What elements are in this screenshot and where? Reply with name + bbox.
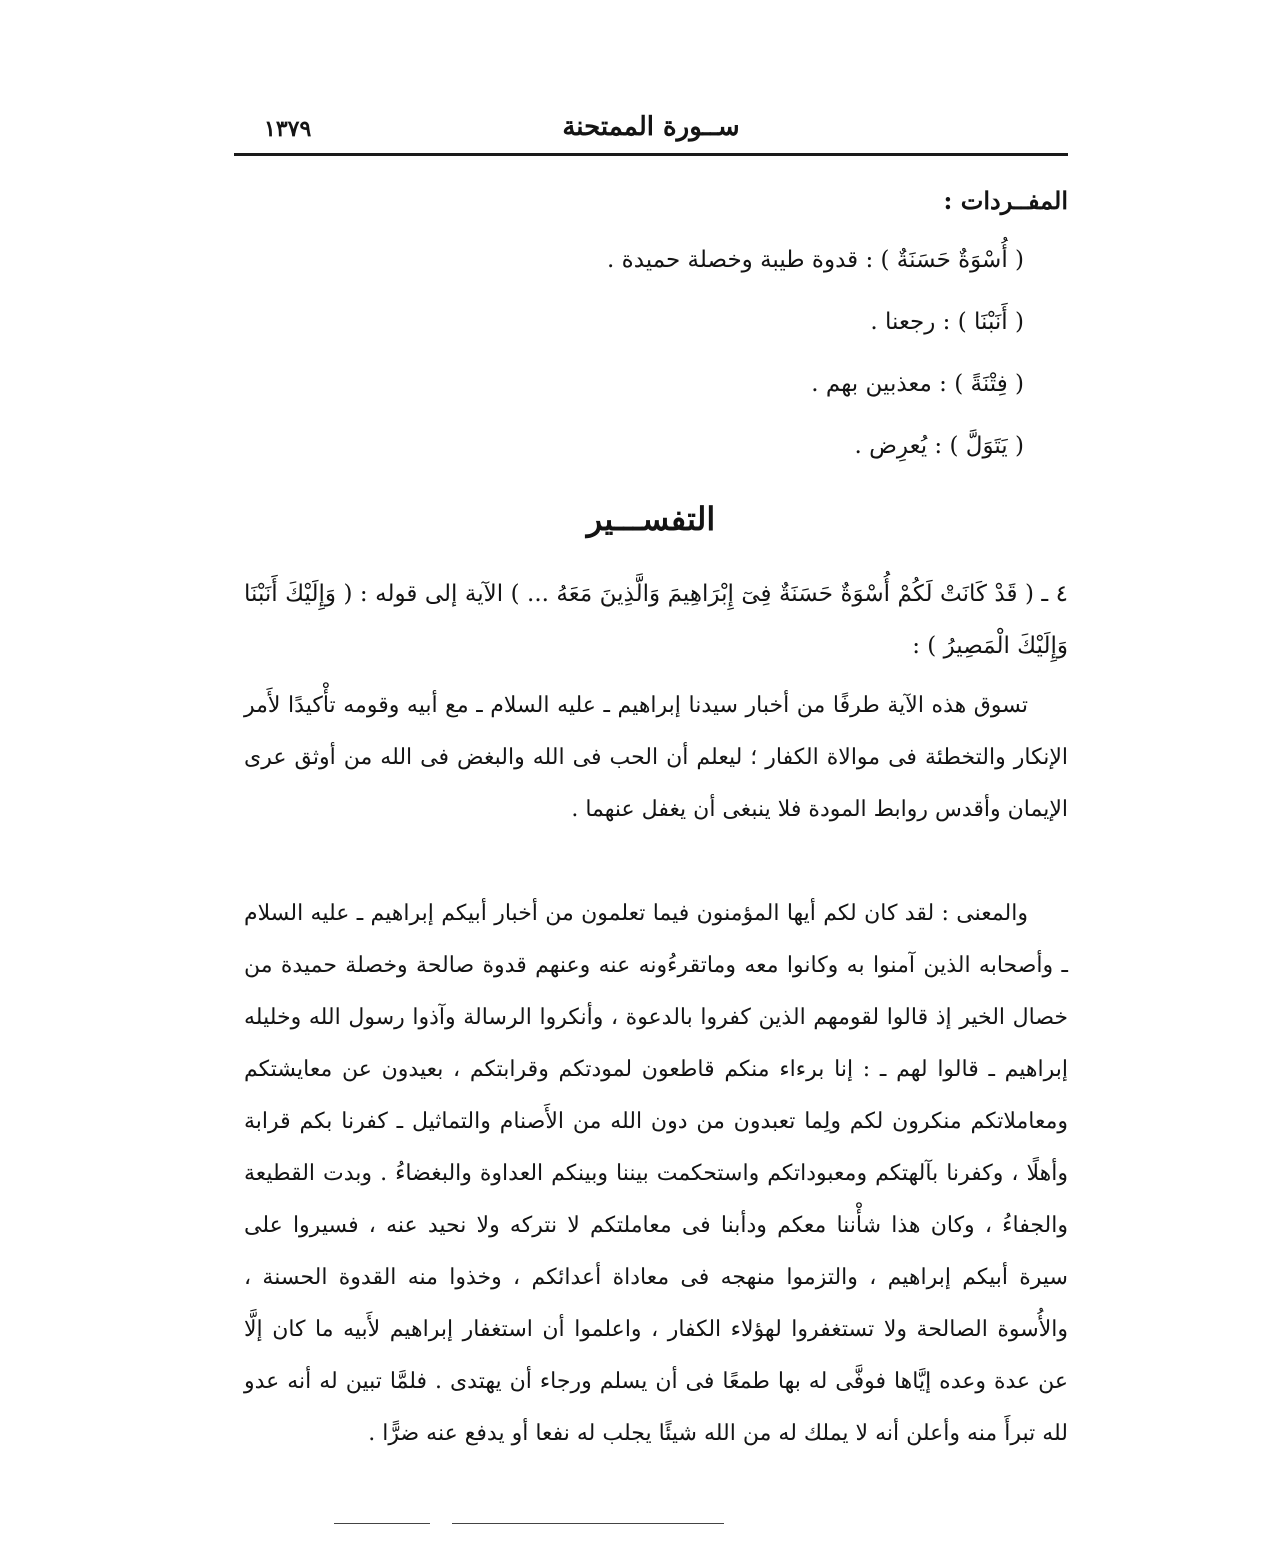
vocabulary-item: ( يَتَوَلَّ ) : يُعرِض . [854,433,1024,459]
header-rule [234,153,1068,156]
vocabulary-item: ( أُسْوَةٌ حَسَنَةٌ ) : قدوة طيبة وخصلة حميدة . [607,247,1024,273]
vocabulary-list [324,240,1024,488]
vocabulary-item: ( أَنَبْنَا ) : رجعنا . [870,309,1024,335]
verse-reference: ٤ ـ ( قَدْ كَانَتْ لَكُمْ أُسْوَةٌ حَسَنَةٌ فِىٓ إِبْرَاهِيمَ وَالَّذِينَ مَعَهُ ... ) الآية إلى قوله : ( وَإِلَيْكَ أَنَبْنَا وَإِلَيْكَ الْمَصِيرُ ) : [244,581,1068,659]
tafsir-title: التفســـير [586,500,716,538]
footer-rule-short [334,1523,430,1524]
vocabulary-heading: المفــردات : [943,186,1068,215]
footer-rule-long [452,1523,724,1524]
running-header [234,112,1068,152]
page-number: ١٣٧٩ [264,116,312,142]
surah-title: ســورة الممتحنة [562,112,740,142]
tafsir-paragraph-intro: تسوق هذه الآية طرفًا من أخبار سيدنا إبراهيم ـ عليه السلام ـ مع أبيه وقومه تأْكيدًا لأَمر الإنكار والتخطئة فى موالاة الكفار ؛ ليعلم أن الحب فى الله والبغض فى الله من أوثق عرى الإيمان وأقدس روابط المودة فلا ينبغى أن يغفل عنهما . [244,693,1068,822]
vocabulary-item: ( فِتْنَةً ) : معذبين بهم . [811,371,1024,397]
tafsir-paragraph-meaning: والمعنى : لقد كان لكم أيها المؤمنون فيما تعلمون من أخبار أبيكم إبراهيم ـ عليه السلام ـ وأصحابه الذين آمنوا به وكانوا معه وماتقرءُونه عنه وعنهم قدوة صالحة وخصلة حميدة من خصال الخير إذ قالوا لقومهم الذين كفروا بالدعوة ، وأنكروا الرسالة وآذوا رسول الله وخليله إبراهيم ـ قالوا لهم ـ : إنا برءاء منكم قاطعون لمودتكم وقرابتكم ، بعيدون عن معايشتكم ومعاملاتكم منكرون لكم ولِما تعبدون من دون الله من الأَصنام والتماثيل ـ كفرنا بكم قرابة وأهلًا ، وكفرنا بآلهتكم ومعبوداتكم واستحكمت بيننا وبينكم العداوة والبغضاءُ . وبدت القطيعة والجفاءُ ، وكان هذا شأْننا معكم ودأبنا فى معاملتكم لا نتركه ولا نحيد عنه ، فسيروا على سيرة أبيكم إبراهيم ، والتزموا منهجه فى معاداة أعدائكم ، وخذوا منه القدوة الحسنة ، والأُسوة الصالحة ولا تستغفروا لهؤلاء الكفار ، واعلموا أن استغفار إبراهيم لأَبيه ما كان إلَّا عن عدة وعده إيَّاها فوفَّى له بها طمعًا فى أن يسلم ورجاء أن يهتدى . فلمَّا تبين له أنه عدو لله تبرأَ منه وأعلن أنه لا يملك له من الله شيئًا يجلب له نفعا أو يدفع عنه ضرًّا . [244,901,1068,1446]
